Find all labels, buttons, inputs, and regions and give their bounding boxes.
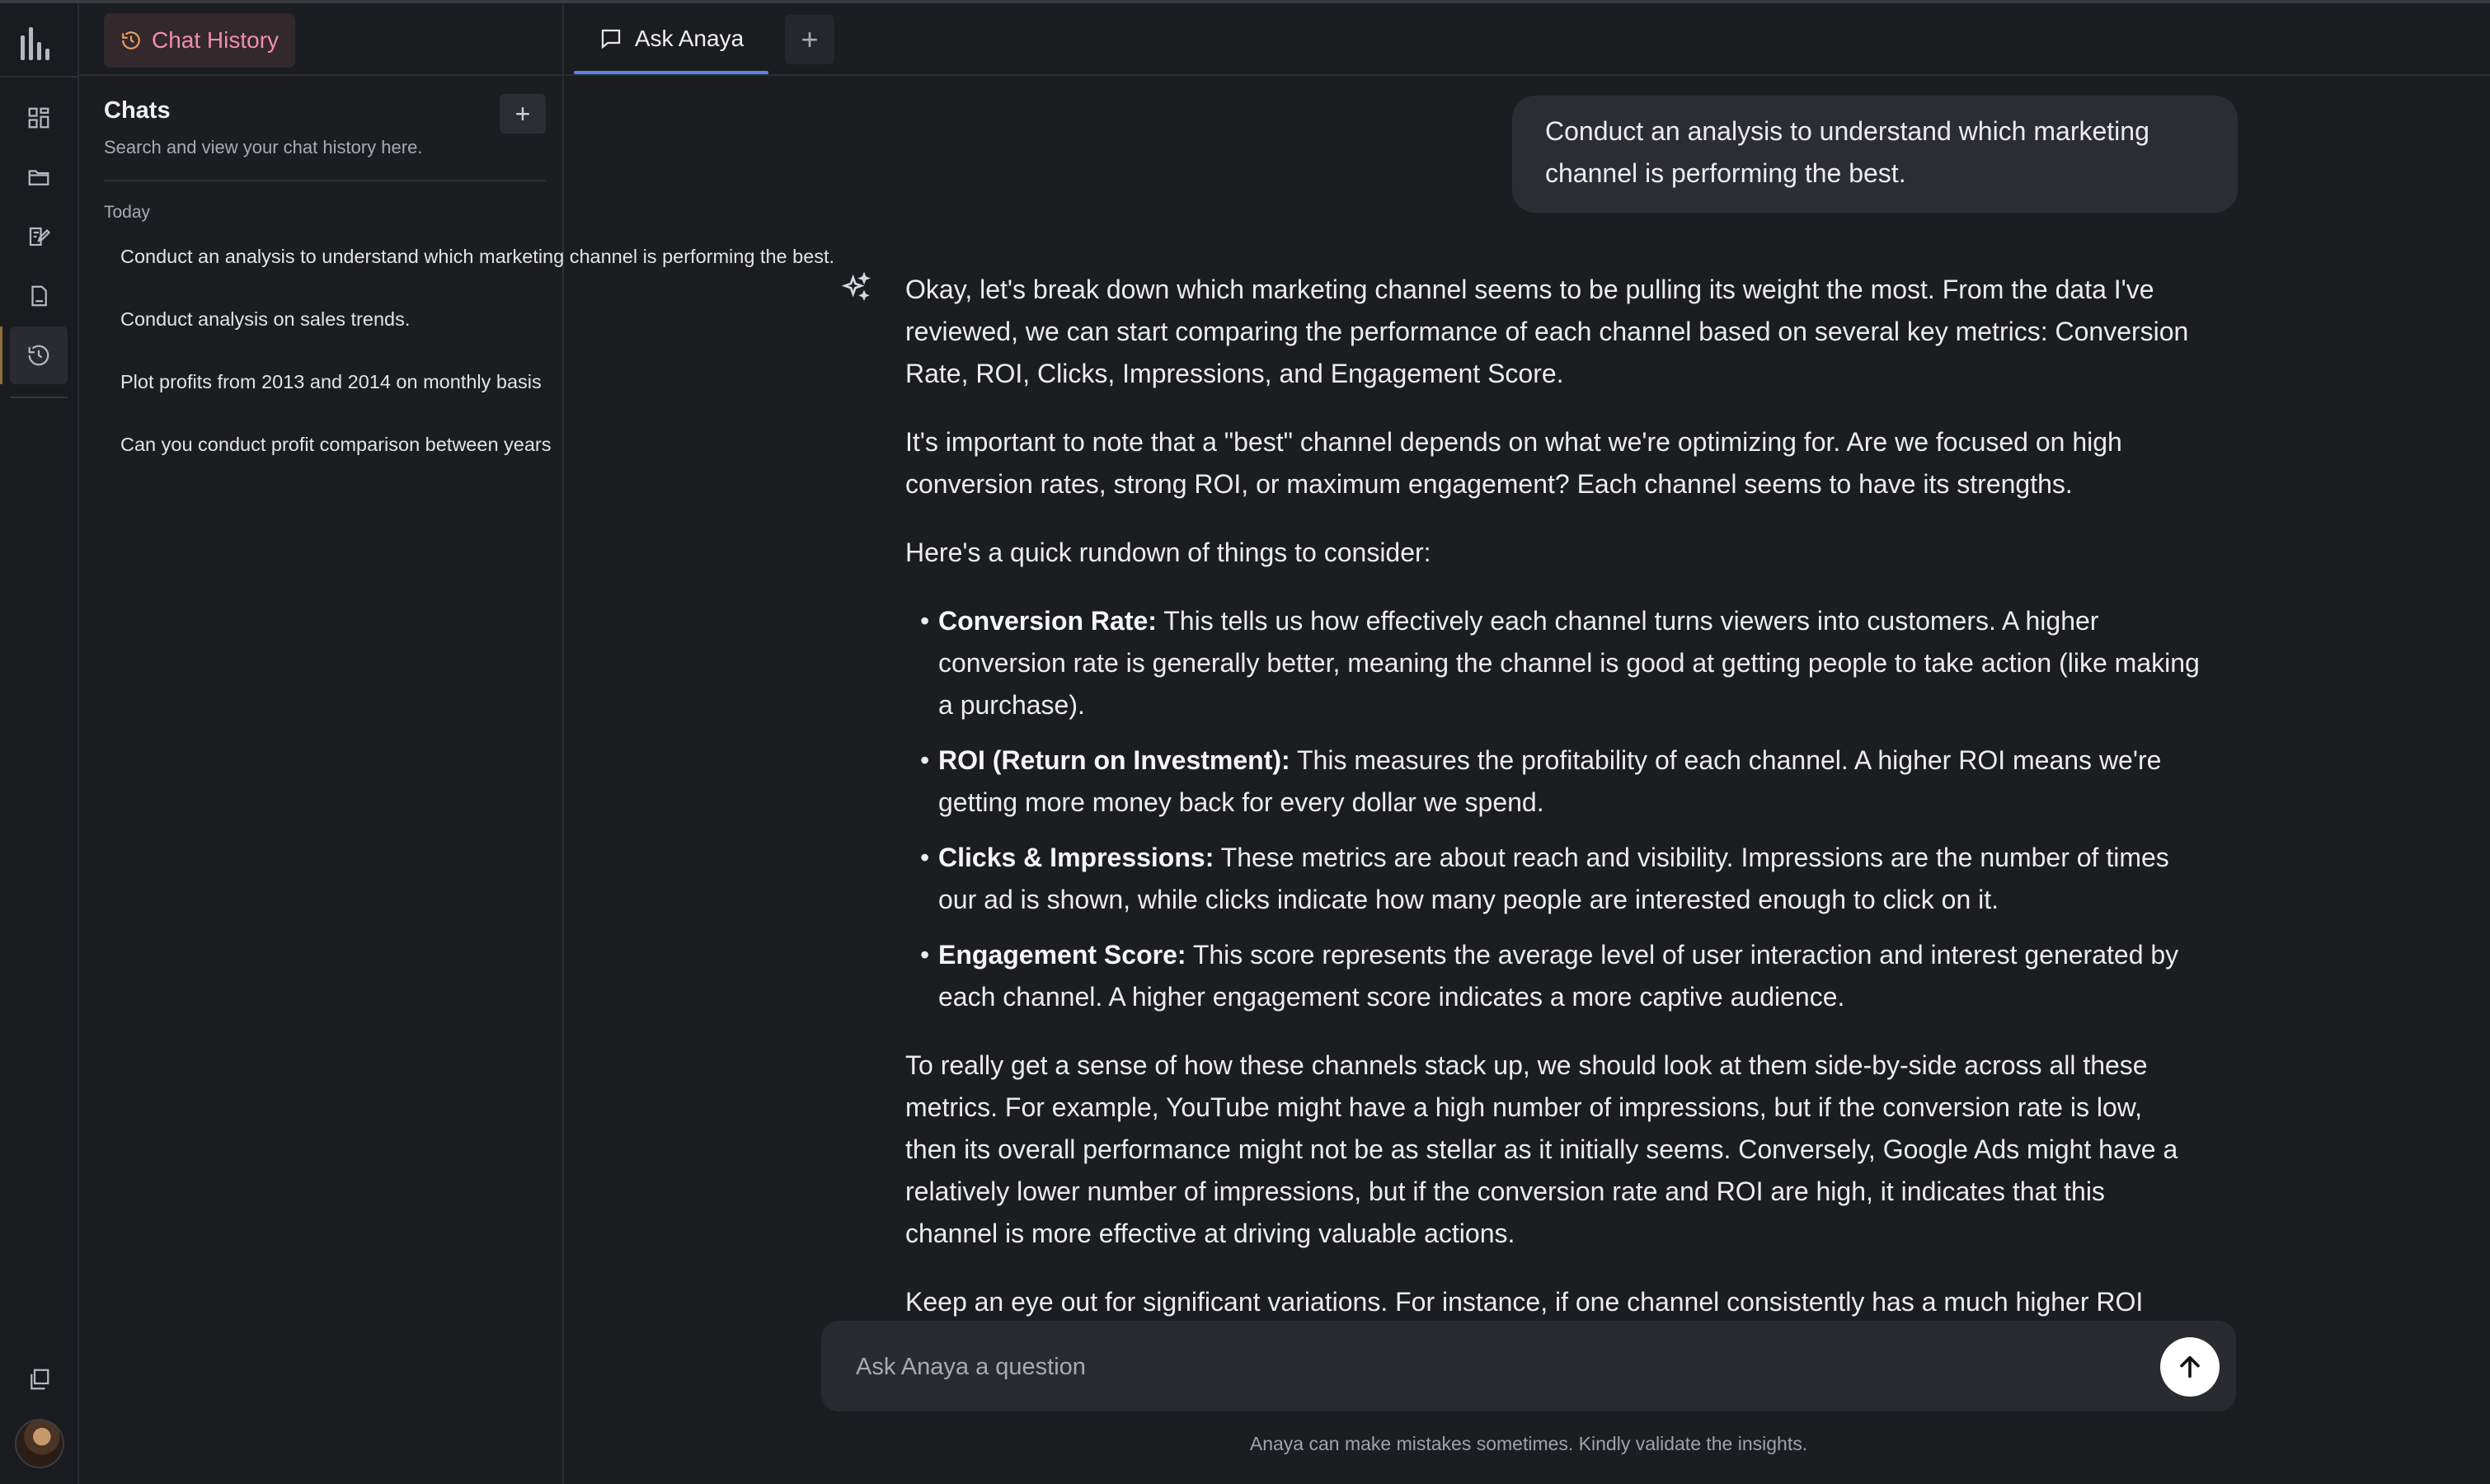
- assistant-message: [905, 269, 2200, 1317]
- copy-icon: [26, 1367, 51, 1392]
- dashboard-icon: [26, 106, 51, 130]
- list-item: [938, 740, 2200, 824]
- tab-ask-anaya[interactable]: [574, 3, 768, 74]
- bullet-term: ROI (Return on Investment):: [938, 745, 1290, 775]
- history-item[interactable]: Conduct analysis on sales trends.: [120, 308, 411, 330]
- rail-divider: [0, 76, 78, 77]
- edit-note-icon: [26, 224, 51, 249]
- bullet-term: Clicks & Impressions:: [938, 843, 1214, 872]
- tab-bar: [564, 3, 2490, 76]
- user-message: Conduct an analysis to understand which marketing channel is performing the best.: [1512, 96, 2238, 213]
- chat-history-chip[interactable]: [104, 13, 295, 68]
- question-input[interactable]: [854, 1344, 2111, 1390]
- panel-title: Chats: [104, 97, 171, 124]
- bullet-term: Engagement Score:: [938, 940, 1186, 970]
- chat-history-chip-label: Chat History: [152, 27, 280, 53]
- rail-files-button[interactable]: [10, 148, 68, 206]
- add-tab-button[interactable]: [785, 15, 834, 64]
- chat-bubble-icon: [599, 26, 623, 51]
- list-item: [938, 600, 2200, 726]
- left-rail: [0, 3, 79, 1484]
- plus-icon: +: [514, 98, 531, 129]
- rail-history-button[interactable]: [10, 326, 68, 384]
- rail-divider: [10, 397, 68, 398]
- history-item[interactable]: Can you conduct profit comparison between years: [120, 434, 552, 455]
- active-tab-indicator: [574, 71, 768, 74]
- assistant-paragraph: To really get a sense of how these channels stack up, we should look at them side-by-side across all these metrics. For example, YouTube might have a high number of impressions, but if the conversion rate is low, then its overall performance might not be as stellar as it initially seems. Conversely, Google Ads might have a relatively lower number of impressions, but if the conversion rate and ROI are high, it indicates that this channel is more effective at driving valuable actions.: [905, 1050, 2178, 1248]
- bullet-text: This measures the profitability of each channel. A higher ROI means we're getting more money back for every dollar we spend.: [938, 745, 2162, 817]
- panel-divider: [104, 180, 546, 181]
- assistant-paragraph: Here's a quick rundown of things to consider:: [905, 538, 1431, 567]
- arrow-up-icon: [2176, 1353, 2204, 1381]
- history-item[interactable]: Plot profits from 2013 and 2014 on monthly basis: [120, 371, 542, 392]
- rail-dashboard-button[interactable]: [10, 89, 68, 147]
- metrics-list: [905, 600, 2200, 1018]
- plus-icon: +: [801, 22, 819, 56]
- bullet-term: Conversion Rate:: [938, 606, 1157, 636]
- bullet-text: These metrics are about reach and visibility. Impressions are the number of times our ad is shown, while clicks indicate how many people are interested enough to click on it.: [938, 843, 2169, 914]
- sparkles-icon: [839, 272, 872, 305]
- disclaimer-text: Anaya can make mistakes sometimes. Kindly validate the insights.: [1249, 1433, 1808, 1454]
- assistant-paragraph: Keep an eye out for significant variations. For instance, if one channel consistently has a much higher ROI: [905, 1287, 2144, 1317]
- history-item[interactable]: Conduct an analysis to understand which marketing channel is performing the best.: [120, 246, 835, 267]
- send-button[interactable]: [2160, 1337, 2220, 1397]
- bullet-text: This score represents the average level of user interaction and interest generated by each channel. A higher engagement score indicates a more captive audience.: [938, 940, 2179, 1012]
- folder-icon: [26, 165, 51, 190]
- history-icon: [120, 30, 142, 51]
- rail-notes-button[interactable]: [10, 208, 68, 265]
- history-group-label: Today: [104, 203, 151, 222]
- rail-documents-button[interactable]: [10, 267, 68, 325]
- list-item: [938, 934, 2200, 1018]
- tab-label: Ask Anaya: [634, 26, 745, 51]
- avatar[interactable]: [15, 1419, 64, 1468]
- assistant-paragraph: It's important to note that a "best" channel depends on what we're optimizing for. Are we focused on high conversion rates, strong ROI, or maximum engagement? Each channel seems to have its strengths.: [905, 427, 2122, 499]
- bar-chart-logo-icon[interactable]: [21, 24, 57, 60]
- history-icon: [26, 343, 51, 368]
- new-chat-button[interactable]: [500, 94, 546, 134]
- list-item: [938, 837, 2200, 921]
- panel-subtitle: Search and view your chat history here.: [104, 137, 423, 157]
- bullet-text: This tells us how effectively each channel turns viewers into customers. A higher conversion rate is generally better, meaning the channel is good at getting people to take action (like making a purchase).: [938, 606, 2200, 720]
- assistant-paragraph: Okay, let's break down which marketing channel seems to be pulling its weight the most. From the data I've reviewed, we can start comparing the performance of each channel based on several key metrics: Conversion Rate, ROI, Clicks, Impressions, and Engagement Score.: [905, 275, 2189, 388]
- panel-header: [79, 3, 562, 76]
- document-icon: [26, 284, 51, 308]
- rail-copy-button[interactable]: [10, 1350, 68, 1408]
- composer: [821, 1321, 2236, 1411]
